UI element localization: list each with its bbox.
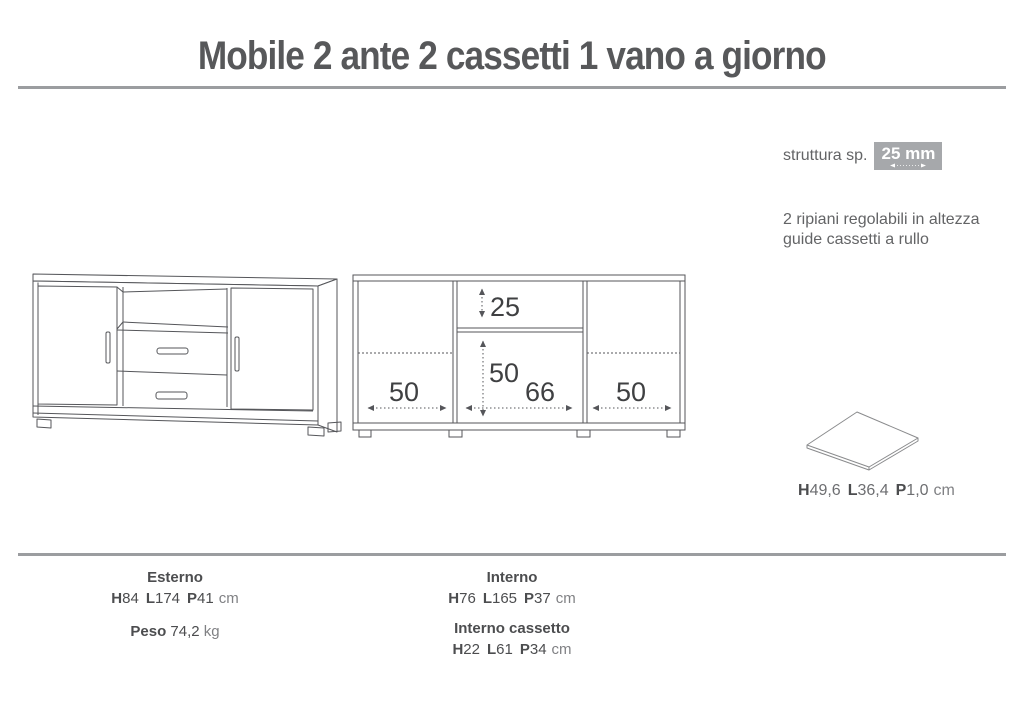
cassetto-l-value: 61 (496, 641, 513, 658)
cassetto-h-value: 22 (463, 641, 480, 658)
shelf-dim-l-value: 36,4 (857, 482, 889, 499)
shelf-dim-unit: cm (933, 482, 955, 499)
esterno-dimensions (40, 590, 310, 607)
bottom-divider (18, 553, 1006, 556)
feature-note-shelves: 2 ripiani regolabili in altezza (783, 211, 980, 228)
interno-l-value: 165 (491, 590, 518, 607)
interno-h-key: H (448, 590, 460, 607)
weight-line (40, 623, 310, 640)
feature-note-drawer-guides: guide cassetti a rullo (783, 231, 929, 248)
esterno-h-key: H (111, 590, 123, 607)
structure-thickness-label: struttura sp. (783, 147, 868, 164)
esterno-h-value: 84 (122, 590, 139, 607)
cabinet-perspective-drawing (20, 253, 360, 453)
shelf-dim-l-key: L (847, 482, 858, 499)
esterno-heading: Esterno (147, 569, 203, 586)
cassetto-unit: cm (551, 641, 572, 658)
dim-open-compartment-height: 25 (489, 292, 521, 322)
thickness-badge-value: 25 mm (881, 144, 936, 163)
interno-l-key: L (482, 590, 492, 607)
cassetto-p-key: P (519, 641, 530, 658)
interno-p-key: P (524, 590, 535, 607)
external-dimensions-block (40, 569, 310, 640)
internal-dimensions-block (372, 569, 652, 658)
shelf-dim-h-value: 49,6 (809, 482, 841, 499)
double-arrow-icon (890, 163, 926, 168)
esterno-p-key: P (187, 590, 198, 607)
peso-value: 74,2 (170, 623, 200, 640)
interno-p-value: 37 (534, 590, 551, 607)
interno-h-value: 76 (459, 590, 476, 607)
interno-unit: cm (555, 590, 576, 607)
front-dimension-drawing (345, 263, 695, 448)
esterno-l-key: L (145, 590, 155, 607)
esterno-unit: cm (218, 590, 239, 607)
dim-middle-width: 66 (524, 377, 556, 407)
header (0, 34, 1024, 79)
interno-cassetto-heading: Interno cassetto (454, 620, 570, 637)
shelf-panel-drawing (795, 403, 935, 483)
esterno-p-value: 41 (197, 590, 214, 607)
shelf-dim-h-key: H (798, 482, 810, 499)
shelf-dim-p-value: 1,0 (906, 482, 929, 499)
peso-label: Peso (130, 623, 167, 640)
page-title: Mobile 2 ante 2 cassetti 1 vano a giorno (198, 34, 826, 78)
interno-cassetto-dimensions (372, 641, 652, 658)
top-divider (18, 86, 1006, 89)
cassetto-h-key: H (452, 641, 464, 658)
dim-right-width: 50 (615, 377, 647, 407)
shelf-dim-p-key: P (895, 482, 907, 499)
peso-unit: kg (203, 623, 220, 640)
interno-heading: Interno (486, 569, 538, 586)
cassetto-l-key: L (486, 641, 497, 658)
cassetto-p-value: 34 (529, 641, 547, 658)
thickness-badge (874, 142, 942, 170)
structure-thickness-row (783, 142, 942, 170)
dim-inner-height: 50 (488, 358, 520, 388)
shelf-dimensions (798, 482, 955, 500)
interno-dimensions (372, 590, 652, 607)
feature-notes (783, 210, 980, 250)
dim-left-width: 50 (388, 377, 420, 407)
esterno-l-value: 174 (154, 590, 181, 607)
